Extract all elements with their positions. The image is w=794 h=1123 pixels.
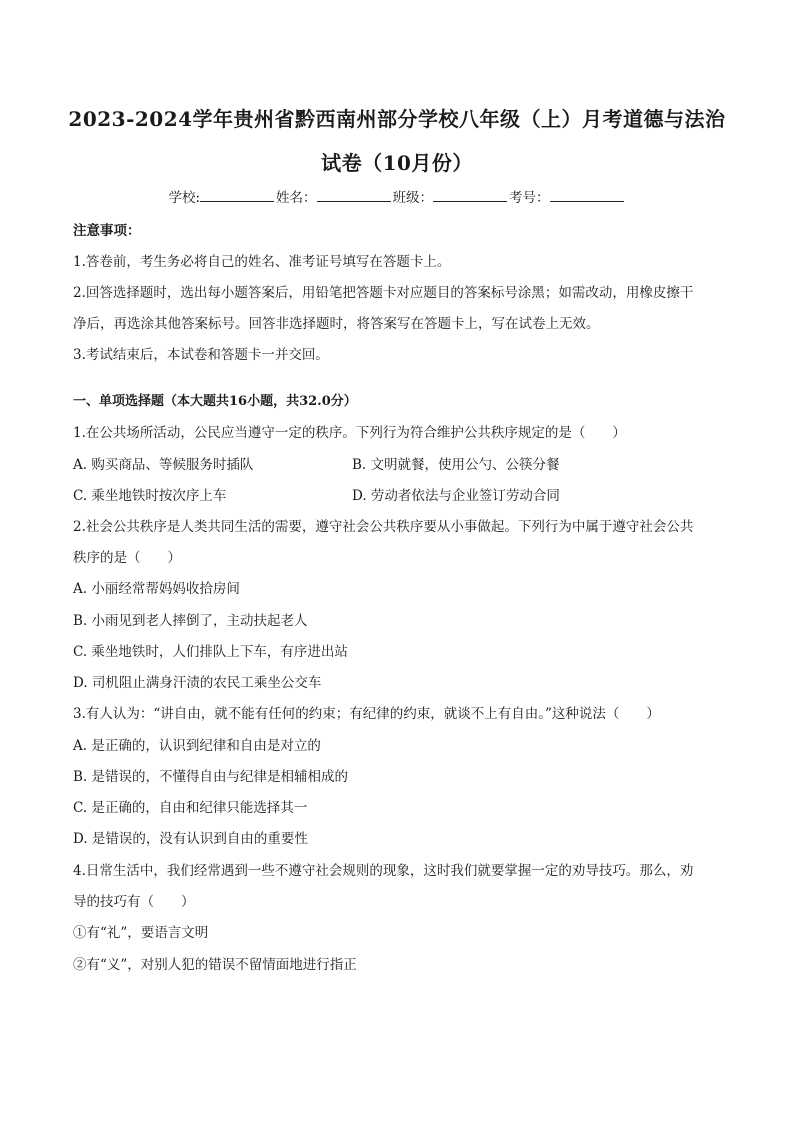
name-label: 姓名： xyxy=(276,190,317,206)
school-blank xyxy=(200,189,274,202)
question-1-option-c: C. 乘坐地铁时按次序上车 xyxy=(73,488,227,504)
name-blank xyxy=(317,189,391,202)
question-1-option-d: D. 劳动者依法与企业签订劳动合同 xyxy=(352,488,560,504)
class-label: 班级： xyxy=(392,190,434,206)
notice-heading: 注意事项： xyxy=(73,223,141,239)
question-3-option-b: B. 是错误的，不懂得自由与纪律是相辅相成的 xyxy=(73,769,349,785)
number-blank xyxy=(550,189,624,202)
question-2-stem: 2.社会公共秩序是人类共同生活的需要，遵守社会公共秩序要从小事做起。下列行为中属于遵守社会公共 xyxy=(73,519,694,535)
question-3-stem: 3.有人认为：“讲自由，就不能有任何的约束；有纪律的约束，就谈不上有自由。”这种说法（ ） xyxy=(73,706,660,722)
school-label: 学校: xyxy=(168,190,201,206)
question-4-stem-cont: 导的技巧有（ ） xyxy=(73,894,195,910)
notice-item: 净后，再选涂其他答案标号。回答非选择题时，将答案写在答题卡上，写在试卷上无效。 xyxy=(73,316,600,332)
question-3-option-d: D. 是错误的，没有认识到自由的重要性 xyxy=(73,831,308,847)
exam-title-line1: 2023-2024学年贵州省黔西南州部分学校八年级（上）月考道德与法治 xyxy=(68,107,726,131)
exam-title-line2: 试卷（10月份） xyxy=(321,151,473,175)
student-info-row xyxy=(0,186,794,206)
question-2-stem-cont: 秩序的是（ ） xyxy=(73,550,181,566)
question-1-option-a: A. 购买商品、等候服务时插队 xyxy=(73,457,254,473)
number-label: 考号： xyxy=(509,190,550,206)
question-2-option-c: C. 乘坐地铁时，人们排队上下车，有序进出站 xyxy=(73,644,348,660)
notice-item: 2.回答选择题时，选出每小题答案后，用铅笔把答题卡对应题目的答案标号涂黑；如需改动，用橡皮擦干 xyxy=(73,285,694,301)
notice-item: 1.答卷前，考生务必将自己的姓名、准考证号填写在答题卡上。 xyxy=(73,254,451,270)
section-heading: 一、单项选择题（本大题共16小题，共32.0分） xyxy=(73,394,357,409)
question-3-option-a: A. 是正确的，认识到纪律和自由是对立的 xyxy=(73,738,321,754)
question-1-stem: 1.在公共场所活动，公民应当遵守一定的秩序。下列行为符合维护公共秩序规定的是（ ） xyxy=(73,425,626,441)
question-4-item-2: ②有“义”，对别人犯的错误不留情面地进行指正 xyxy=(73,957,357,973)
question-2-option-d: D. 司机阻止满身汗渍的农民工乘坐公交车 xyxy=(73,675,322,691)
question-2-option-a: A. 小丽经常帮妈妈收拾房间 xyxy=(73,581,240,597)
notice-item: 3.考试结束后，本试卷和答题卡一并交回。 xyxy=(73,347,329,363)
question-3-option-c: C. 是正确的，自由和纪律只能选择其一 xyxy=(73,800,308,816)
class-blank xyxy=(433,189,507,202)
question-4-stem: 4.日常生活中，我们经常遇到一些不遵守社会规则的现象，这时我们就要掌握一定的劝导技巧。那么，劝 xyxy=(73,863,694,879)
question-4-item-1: ①有“礼”，要语言文明 xyxy=(73,925,209,941)
question-1-option-b: B. 文明就餐，使用公勺、公筷分餐 xyxy=(352,457,560,473)
question-2-option-b: B. 小雨见到老人摔倒了，主动扶起老人 xyxy=(73,613,308,629)
